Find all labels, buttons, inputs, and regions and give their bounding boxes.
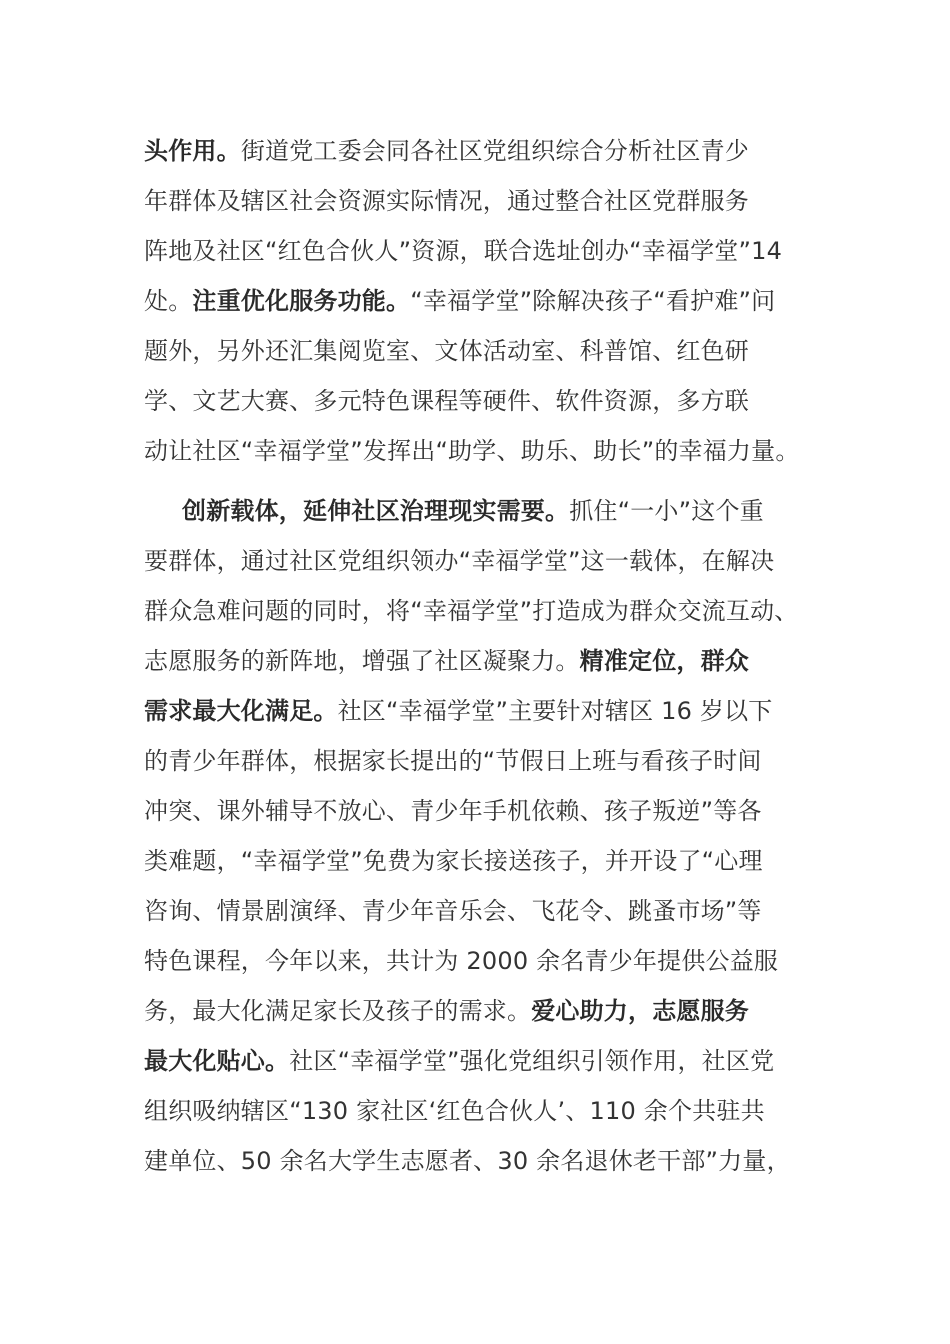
text-line xyxy=(144,886,824,936)
text-run: 组织吸纳辖区“130 家社区‘红色合伙人’、110 余个共驻共 xyxy=(144,1097,765,1125)
text-line xyxy=(144,636,824,686)
text-run: 抓住“一小”这个重 xyxy=(569,497,764,525)
text-line xyxy=(144,126,824,176)
text-line xyxy=(144,276,824,326)
text-line xyxy=(144,326,824,376)
text-line xyxy=(144,736,824,786)
text-run: 处。 xyxy=(144,287,193,315)
text-run: 特色课程，今年以来，共计为 2000 余名青少年提供公益服 xyxy=(144,947,779,975)
text-run: 学、文艺大赛、多元特色课程等硬件、软件资源，多方联 xyxy=(144,387,749,415)
text-line xyxy=(144,426,824,476)
bold-phrase: 最大化贴心。 xyxy=(144,1047,290,1075)
text-run: 社区“幸福学堂”强化党组织引领作用，社区党 xyxy=(289,1047,775,1075)
text-run: 阵地及社区“红色合伙人”资源，联合选址创办“幸福学堂”14 xyxy=(144,237,783,265)
text-line xyxy=(144,786,824,836)
text-run: 志愿服务的新阵地，增强了社区凝聚力。 xyxy=(144,647,580,675)
text-line xyxy=(144,986,824,1036)
text-line xyxy=(144,936,824,986)
paragraph-1 xyxy=(144,126,824,476)
text-run: 要群体，通过社区党组织领办“幸福学堂”这一载体，在解决 xyxy=(144,547,775,575)
text-line xyxy=(144,536,824,586)
bold-phrase: 头作用。 xyxy=(144,137,241,165)
text-run: 年群体及辖区社会资源实际情况，通过整合社区党群服务 xyxy=(144,187,749,215)
text-run: 群众急难问题的同时，将“幸福学堂”打造成为群众交流互动、 xyxy=(144,597,799,625)
text-line xyxy=(144,486,824,536)
text-line xyxy=(144,376,824,426)
bold-phrase: 精准定位，群众 xyxy=(579,647,750,675)
text-line xyxy=(144,686,824,736)
text-line xyxy=(144,1086,824,1136)
text-run: 建单位、50 余名大学生志愿者、30 余名退休老干部”力量， xyxy=(144,1147,791,1175)
text-line xyxy=(144,1036,824,1086)
text-run: 的青少年群体，根据家长提出的“节假日上班与看孩子时间 xyxy=(144,747,762,775)
text-run: 务，最大化满足家长及孩子的需求。 xyxy=(144,997,532,1025)
text-line xyxy=(144,226,824,276)
text-run: 咨询、情景剧演绎、青少年音乐会、飞花令、跳蚤市场”等 xyxy=(144,897,762,925)
bold-phrase: 注重优化服务功能。 xyxy=(192,287,411,315)
text-line xyxy=(144,586,824,636)
text-line xyxy=(144,176,824,226)
text-run: 动让社区“幸福学堂”发挥出“助学、助乐、助长”的幸福力量。 xyxy=(144,437,800,465)
text-run: 冲突、课外辅导不放心、青少年手机依赖、孩子叛逆”等各 xyxy=(144,797,762,825)
paragraph-2 xyxy=(144,486,824,1186)
text-run: 社区“幸福学堂”主要针对辖区 16 岁以下 xyxy=(337,697,773,725)
text-run: 类难题，“幸福学堂”免费为家长接送孩子，并开设了“心理 xyxy=(144,847,763,875)
bold-phrase: 创新载体，延伸社区治理现实需要。 xyxy=(182,497,570,525)
text-run: 题外，另外还汇集阅览室、文体活动室、科普馆、红色研 xyxy=(144,337,749,365)
bold-phrase: 爱心助力，志愿服务 xyxy=(531,997,750,1025)
text-line xyxy=(144,836,824,886)
text-run: 街道党工委会同各社区党组织综合分析社区青少 xyxy=(240,137,750,165)
bold-phrase: 需求最大化满足。 xyxy=(144,697,338,725)
text-run: “幸福学堂”除解决孩子“看护难”问 xyxy=(410,287,776,315)
text-line xyxy=(144,1136,824,1186)
